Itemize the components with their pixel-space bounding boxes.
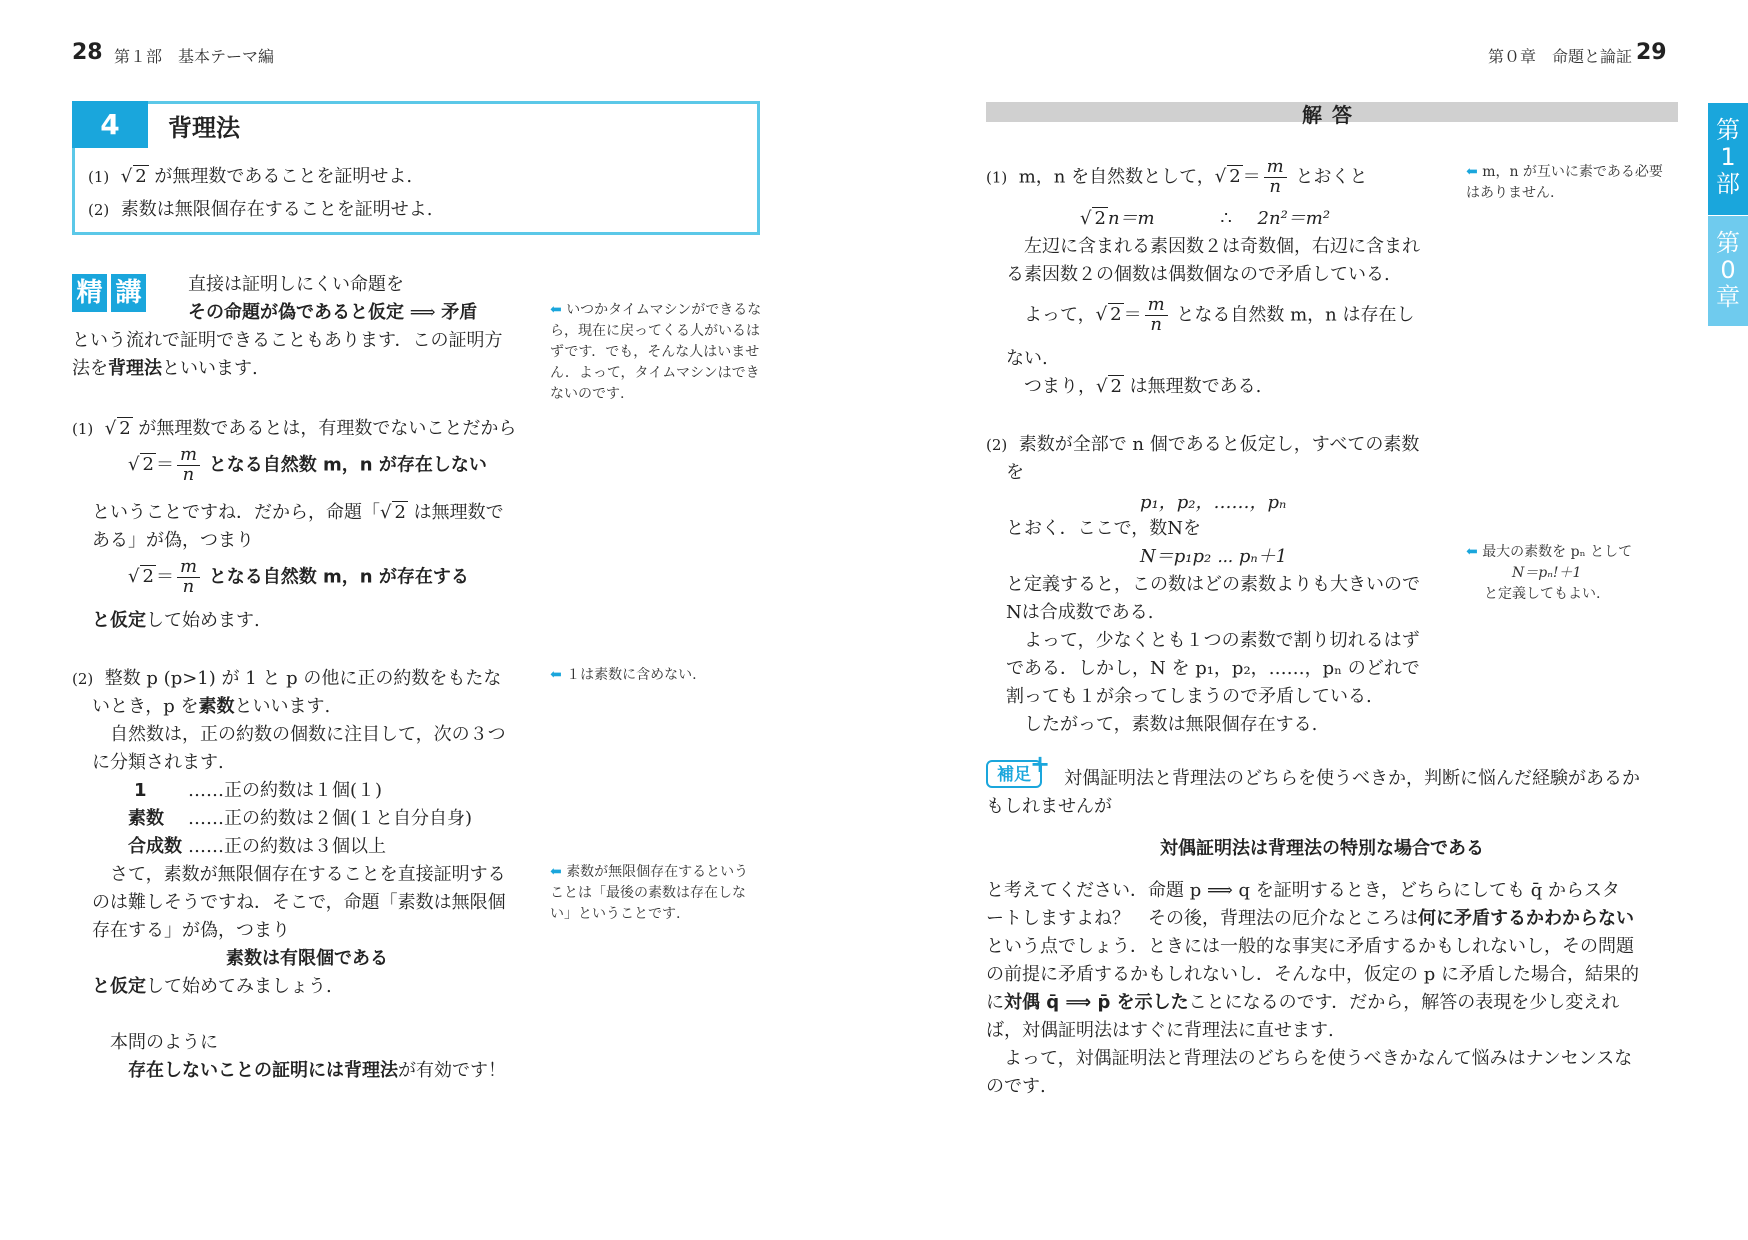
right-running-head: 第０章 命題と論証 xyxy=(1488,47,1633,66)
arrow-left-icon: ⬅ xyxy=(550,667,562,683)
arrow-left-icon: ⬅ xyxy=(550,302,562,318)
supplement-line-9: よって，対偶証明法と背理法のどちらを使うべきかなんて悩みはナンセンスな xyxy=(1004,1048,1633,1069)
supplement-line-6: の前提に矛盾するかもしれないし．そんな中，仮定の p に矛盾した場合，結果的 xyxy=(986,964,1639,985)
supplement-center-bold: 対偶証明法は背理法の特別な場合である xyxy=(1160,838,1484,859)
problem-q2: (2) 素数は無限個存在することを証明せよ. xyxy=(88,199,433,220)
side-note-one-not-prime: ⬅ １は素数に含めない. xyxy=(550,667,697,683)
left-running-head: 第１部 基本テーマ編 xyxy=(114,47,275,66)
supplement-line-10: のです. xyxy=(986,1076,1046,1097)
supplement-line-8: ば，対偶証明法はすぐに背理法に直せます. xyxy=(986,1020,1334,1041)
ans2-line-2: を xyxy=(1006,462,1024,483)
ans2-line-6: よって，少なくとも１つの素数で割り切れるはず xyxy=(1024,630,1420,651)
ans2-line-4: と定義すると，この数はどの素数よりも大きいので xyxy=(1006,574,1420,595)
side-note-last-prime: ⬅ 素数が無限個存在するということは「最後の素数は存在しない」ということです. xyxy=(550,864,749,922)
ans2-line-1: (2) 素数が全部で n 個であると仮定し，すべての素数 xyxy=(986,434,1420,455)
ans1-line-4: よって，√ 2 ＝ $\frac{m}{n}$ となる自然数 m，n は存在し xyxy=(1024,294,1415,335)
supplement-badge: 補足 xyxy=(986,760,1042,788)
chapter-tab-part[interactable] xyxy=(1708,103,1748,215)
arrow-left-icon: ⬅ xyxy=(1466,544,1478,560)
ans1-line-3: る素因数２の個数は偶数個なので矛盾している. xyxy=(1006,264,1390,285)
problem-q1: (1) √ 2 が無理数であることを証明せよ. xyxy=(88,166,413,187)
supplement-line-7: に対偶 q̄ ⟹ p̄ を示したことになるのです．だから，解答の表現を少し変えれ xyxy=(986,992,1620,1013)
supplement-line-2: もしれませんが xyxy=(986,796,1112,817)
part1-equation-1: √ 2 ＝ $\frac{m}{n}$ となる自然数 m，n が存在しない xyxy=(128,444,487,485)
ans2-primes: p₁，p₂，……，pₙ xyxy=(1140,492,1287,513)
class-row-3: 合成数 ……正の約数は３個以上 xyxy=(128,836,386,857)
part2-line-5: さて，素数が無限個存在することを直接証明する xyxy=(110,864,506,885)
seikou-line-4: 法を背理法といいます. xyxy=(72,358,258,379)
part2-line-3: 自然数は，正の約数の個数に注目して，次の３つ xyxy=(110,724,506,745)
part2-line-7: 存在する」が偽，つまり xyxy=(92,920,290,941)
seikou-line-1: 直接は証明しにくい命題を xyxy=(188,274,404,295)
arrow-left-icon: ⬅ xyxy=(1466,164,1478,180)
part2-line-10: 本問のように xyxy=(110,1032,218,1053)
part1-equation-2: √ 2 ＝ $\frac{m}{n}$ となる自然数 m，n が存在する xyxy=(128,556,469,597)
arrow-left-icon: ⬅ xyxy=(550,864,562,880)
right-page-number: 29 xyxy=(1636,40,1667,65)
ans2-line-9: したがって，素数は無限個存在する. xyxy=(1024,714,1318,735)
left-page-number: 28 xyxy=(72,40,103,65)
tab-part-label: 第1部 xyxy=(1716,116,1740,198)
part2-line-6: のは難しそうですね．そこで，命題「素数は無限個 xyxy=(92,892,506,913)
problem-title: 背理法 xyxy=(168,114,240,142)
plus-icon: + xyxy=(1030,750,1051,778)
part1-line-1: (1) √ 2 が無理数であるとは，有理数でないことだから xyxy=(72,418,517,439)
supplement-line-1: 対偶証明法と背理法のどちらを使うべきか，判断に悩んだ経験があるか xyxy=(1064,768,1640,789)
ans2-n-definition: N＝p₁p₂ ⋯ pₙ＋1 xyxy=(1140,546,1288,567)
part2-line-1: (2) 整数 p (p>1) が 1 と p の他に正の約数をもたな xyxy=(72,668,502,689)
part1-line-2: ということですね．だから，命題「√ 2 は無理数で xyxy=(92,502,504,523)
part1-line-3: ある」が偽，つまり xyxy=(92,530,254,551)
supplement-line-4: ートしますよね？ その後，背理法の厄介なところは何に矛盾するかわからない xyxy=(986,908,1634,929)
ans2-line-5: Nは合成数である. xyxy=(1006,602,1154,623)
seikou-badge-2: 講 xyxy=(111,274,146,312)
supplement-line-5: という点でしょう．ときには一般的な事実に矛盾するかもしれないし，その問題 xyxy=(986,936,1634,957)
side-note-time-machine: ⬅ いつかタイムマシンができるなら，現在に戻ってくる人がいるはずです．でも，そんな人はいません．よって，タイムマシンはできないのです. xyxy=(550,302,762,402)
ans1-line-1: (1) m，n を自然数として，√ 2 ＝ $\frac{m}{n}$ とおくと xyxy=(986,156,1368,197)
ans1-line-2: 左辺に含まれる素因数２は奇数個，右辺に含まれ xyxy=(1024,236,1420,257)
part1-line-4: と仮定して始めます. xyxy=(92,610,260,631)
ans2-line-8: 割っても１が余ってしまうので矛盾している. xyxy=(1006,686,1372,707)
part2-line-11: 存在しないことの証明には背理法が有効です！ xyxy=(128,1060,506,1081)
part2-line-4: に分類されます. xyxy=(92,752,224,773)
answer-header: 解答 xyxy=(1302,103,1362,127)
class-row-1: 1 ……正の約数は１個(１) xyxy=(134,780,383,801)
ans2-line-3: とおく．ここで，数Nを xyxy=(1006,518,1202,539)
ans2-line-7: である．しかし，N を p₁，p₂，……，pₙ のどれで xyxy=(1006,658,1420,679)
seikou-line-3: という流れで証明できることもあります．この証明方 xyxy=(72,330,503,351)
chapter-tab-chapter[interactable] xyxy=(1708,216,1748,326)
tab-chapter-label: 第0章 xyxy=(1716,229,1740,311)
seikou-line-2: その命題が偽であると仮定 ⟹ 矛盾 xyxy=(188,302,478,323)
class-row-2: 素数 ……正の約数は２個(１と自分自身) xyxy=(128,808,473,829)
part2-line-2: いとき，p を素数といいます. xyxy=(92,696,331,717)
problem-number: 4 xyxy=(72,101,148,148)
ans1-line-6: つまり，√ 2 は無理数である. xyxy=(1024,376,1262,397)
side-note-coprime: ⬅ m，n が互いに素である必要はありません. xyxy=(1466,164,1663,201)
sqrt-symbol: √ 2 xyxy=(120,166,147,187)
ans1-equation: √ 2 n＝m ∴ 2n²＝m² xyxy=(1080,208,1331,229)
part2-line-8: 素数は有限個である xyxy=(226,948,388,969)
supplement-line-3: と考えてください．命題 p ⟹ q を証明するとき，どちらにしても q̄ からスタ xyxy=(986,880,1620,901)
seikou-badge-1: 精 xyxy=(72,274,107,312)
ans1-line-5: ない. xyxy=(1006,348,1048,369)
part2-line-9: と仮定して始めてみましょう. xyxy=(92,976,332,997)
side-note-largest-prime: ⬅ 最大の素数を pₙ として N＝pₙ!＋1 と定義してもよい. xyxy=(1466,544,1633,602)
